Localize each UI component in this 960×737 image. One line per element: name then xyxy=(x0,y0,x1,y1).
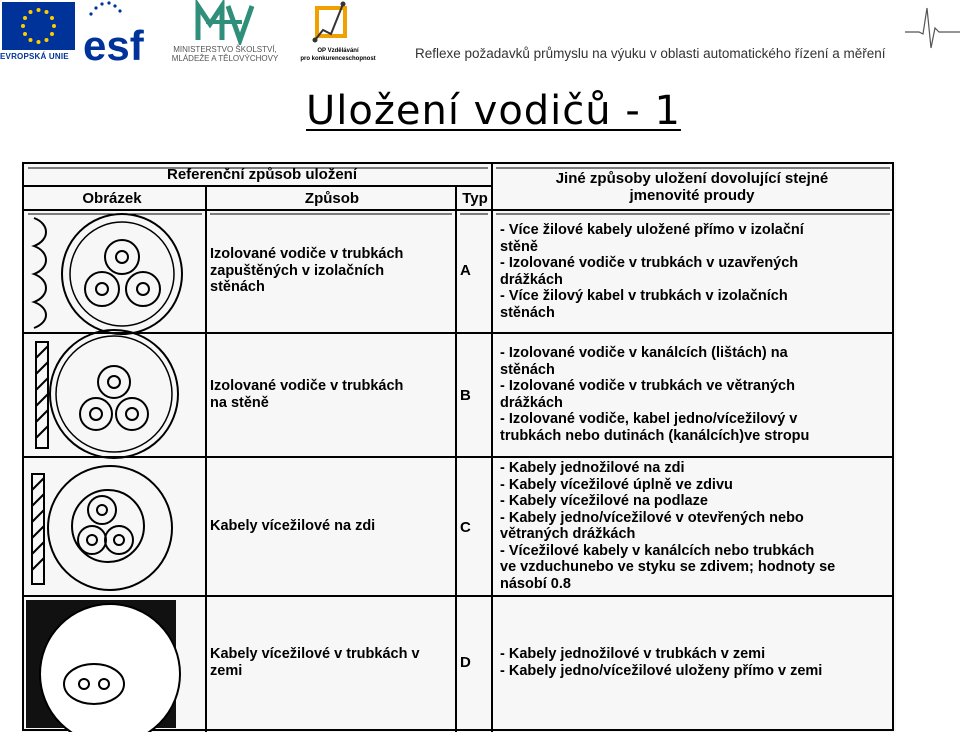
ecg-icon xyxy=(905,4,960,54)
eu-flag-icon xyxy=(2,2,75,50)
figure-d-icon xyxy=(26,600,180,732)
col-header-obrazek: Obrázek xyxy=(82,190,142,207)
col-header-typ: Typ xyxy=(462,190,488,207)
row-b-type: B xyxy=(460,387,471,404)
ref-header: Referenční způsob uložení xyxy=(166,166,358,183)
row-b-other: - Izolované vodiče v kanálcích (lištách) na stěnách - Izolované vodiče v trubkách ve větraných drážkách - Izolované vodiče, kabel jedno/vícežilový v trubkách nebo dutinách (kanálcích)ve stropu xyxy=(500,345,810,444)
msmt-logo xyxy=(160,0,290,66)
eu-label: EVROPSKÁ UNIE xyxy=(0,52,69,61)
figure-b-icon xyxy=(36,330,178,458)
op-line-1: OP Vzdělávání xyxy=(317,48,359,54)
op-logo xyxy=(293,0,383,66)
row-c-other: - Kabely jednožilové na zdi - Kabely vícežilové úplně ve zdivu - Kabely vícežilové na podlaze - Kabely jedno/vícežilové v otevřených nebo větraných drážkách - Vícežilové kabely v kanálcích nebo trubkách ve vzduchunebo ve styku se zdivem; hodnoty se násobí 0.8 xyxy=(500,460,836,592)
cable-installation-table xyxy=(22,162,896,732)
other-methods-header: Jiné způsoby uložení dovolující stejné jmenovité proudy xyxy=(555,170,829,204)
row-d-type: D xyxy=(460,654,471,671)
row-a-other: - Více žilové kabely uložené přímo v izolační stěně - Izolované vodiče v trubkách v uzavřených drážkách - Více žilový kabel v trubkách v izolačních stěnách xyxy=(500,222,804,321)
ministry-line-1: MINISTERSTVO ŠKOLSTVÍ, xyxy=(173,45,277,54)
row-a-method: Izolované vodiče v trubkách zapuštěných v izolačních stěnách xyxy=(210,246,404,295)
row-d-method: Kabely vícežilové v trubkách v zemi xyxy=(210,646,420,679)
row-d-other: - Kabely jednožilové v trubkách v zemi - Kabely jedno/vícežilové uloženy přímo v zemi xyxy=(500,646,823,679)
row-c-method: Kabely vícežilové na zdi xyxy=(210,518,376,534)
esf-logo xyxy=(82,0,156,64)
esf-logo-text: esf xyxy=(83,22,144,64)
col-header-zpusob: Způsob xyxy=(304,190,360,207)
page-title: Uložení vodičů - 1 xyxy=(306,88,681,134)
row-a-type: A xyxy=(460,262,471,279)
row-c-type: C xyxy=(460,519,471,536)
ministry-line-2: MLÁDEŽE A TĚLOVÝCHOVY xyxy=(171,54,279,63)
project-title: Reflexe požadavků průmyslu na výuku v oblasti automatického řízení a měření xyxy=(415,46,886,61)
op-line-2: pro konkurenceschopnost xyxy=(300,56,376,62)
row-b-method: Izolované vodiče v trubkách na stěně xyxy=(210,378,404,411)
figure-c-icon xyxy=(32,466,172,590)
figure-a-icon xyxy=(34,214,182,334)
eu-logo xyxy=(0,0,77,64)
